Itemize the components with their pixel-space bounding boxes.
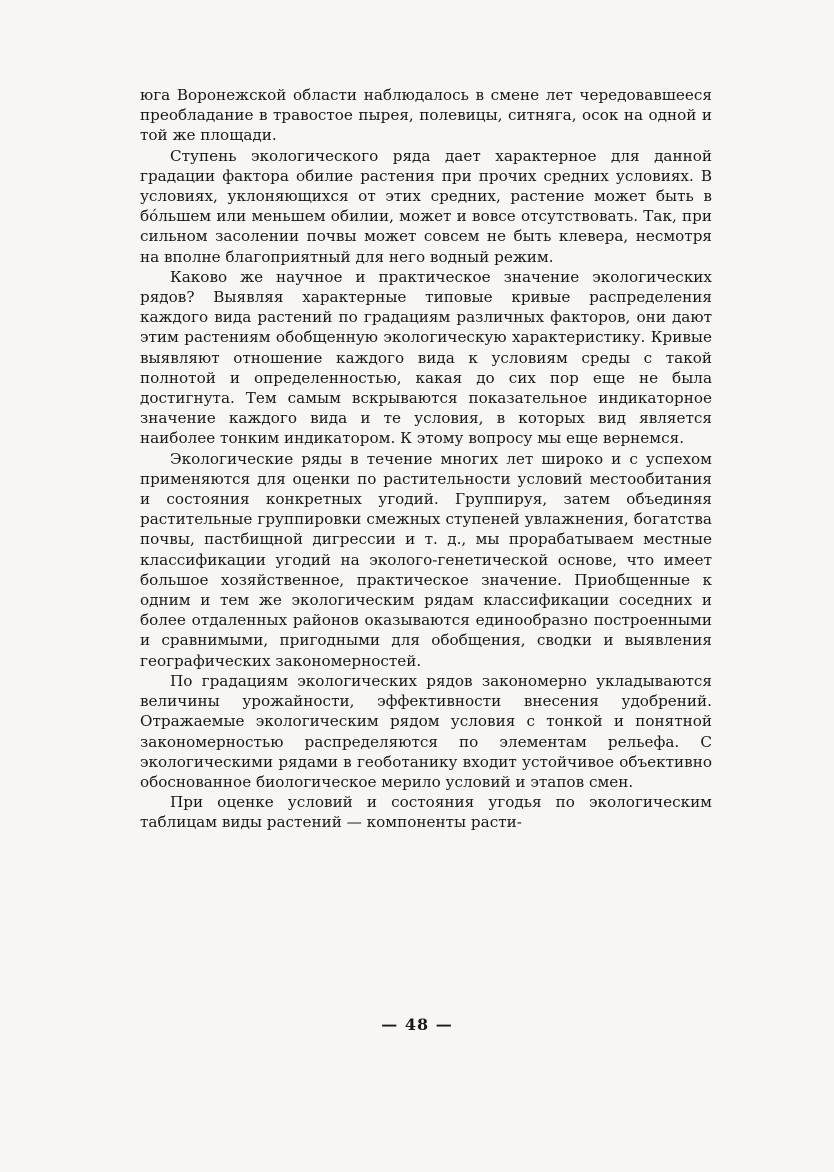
paragraph-continuation: юга Воронежской области наблюдалось в смене лет чередовавшееся преобладание в травостое пырея, полевицы, ситняга, осок на одной и той же площади.	[140, 86, 712, 145]
paragraph-ecological-step: Ступень экологического ряда дает характерное для данной градации фактора обилие растения при прочих средних условиях. В условиях, уклоняющихся от этих средних, растение может быть в бо́льшем или меньшем обилии, может и вовсе отсутствовать. Так, при сильном засолении почвы может совсем не быть клевера, несмотря на вполне благоприятный для него водный режим.	[140, 146, 712, 266]
paragraph-application: Экологические ряды в течение многих лет широко и с успехом применяются для оценки по растительности условий местообитания и состояния конкретных угодий. Группируя, затем объединяя растительные группировки смежных ступеней увлажнения, богатства почвы, пастбищной дигрессии и т. д., мы прорабатываем местные классификации угодий на эколого-генетической основе, что имеет большое хозяйственное, практическое значение. Приобщенные к одним и тем же экологическим рядам классификации соседних и более отдаленных районов оказываются единообразно построенными и сравнимыми, пригодными для обобщения, сводки и выявления географических закономерностей.	[140, 449, 712, 670]
paragraph-assessment: При оценке условий и состояния угодья по экологическим таблицам виды растений — компоненты расти-	[140, 793, 712, 832]
page-number: — 48 —	[381, 1015, 453, 1034]
paragraph-scientific-value: Каково же научное и практическое значение экологических рядов? Выявляя характерные типовые кривые распределения каждого вида растений по градациям различных факторов, они дают этим растениям обобщенную экологическую характеристику. Кривые выявляют отношение каждого вида к условиям среды с такой полнотой и определенностью, какая до сих пор еще не была достигнута. Тем самым вскрываются показательное индикаторное значение каждого вида и те условия, в которых вид является наиболее тонким индикатором. К этому вопросу мы еще вернемся.	[140, 267, 712, 448]
body-text	[140, 85, 712, 833]
paragraph-gradations: По градациям экологических рядов закономерно укладываются величины урожайности, эффективности внесения удобрений. Отражаемые экологическим рядом условия с тонкой и понятной закономерностью распределяются по элементам рельефа. С экологическими рядами в геоботанику входит устойчивое объективно обоснованное биологическое мерило условий и этапов смен.	[140, 671, 712, 791]
